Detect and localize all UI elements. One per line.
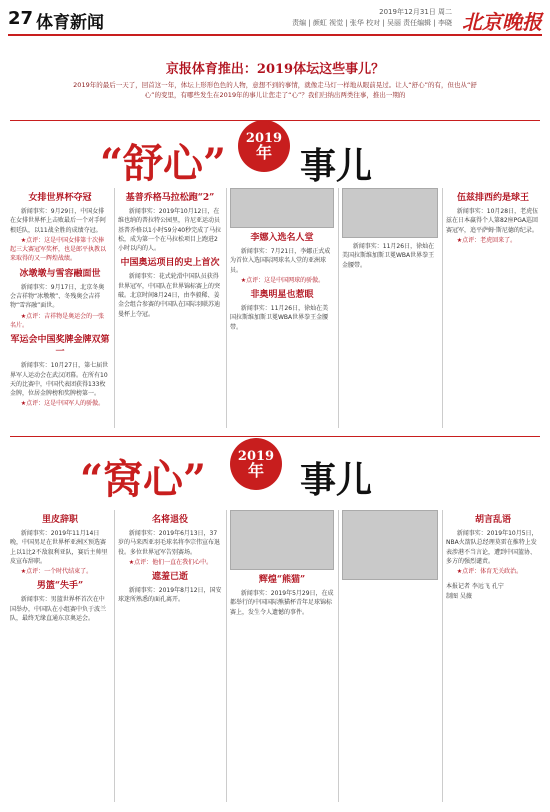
article-body: 新闻事实：2019年10月12日，在维也纳的普拉特公园里，肯尼亚运动员基普乔格以1小时59分40秒完成了马拉松，成为第一个在马拉松项目上跑进2小时以内的人。	[118, 208, 222, 253]
badge-char: 年	[255, 143, 272, 162]
section-name: 体育新闻	[36, 13, 104, 33]
article-body: 新闻事实：7月21日，李娜正式成为首位入选国际网球名人堂的亚洲球员。	[230, 248, 331, 274]
article-photo	[342, 510, 438, 580]
article-headline: 中国奥运项目的史上首次	[120, 258, 220, 269]
article-headline: 非奥明星也惹眼	[250, 290, 314, 301]
article-headline: 基普乔格马拉松跑“2”	[125, 193, 215, 203]
article-headline: 胡言乱语	[474, 515, 511, 525]
column-divider	[114, 510, 115, 802]
year-badge	[238, 120, 290, 172]
article-body: 新闻事实：2019年5月29日，在成都举行的中国国际熊猫杯青年足球锦标赛上，发生令人遗憾的事件。	[230, 590, 334, 616]
column-divider	[338, 188, 339, 428]
section-divider	[10, 120, 540, 121]
feature-title: 京报体育推出：2019体坛这些事儿？	[165, 62, 385, 77]
page-number: 27	[8, 8, 34, 29]
article-photo	[342, 188, 438, 238]
column-divider	[442, 510, 443, 802]
article-body: 新闻事实：2019年6月13日，37岁的马来西亚羽毛球名将李宗伟宣布退役。多位世界冠军告别赛场。	[118, 530, 221, 556]
article-headline: 伍兹排西约是球王	[456, 193, 529, 203]
badge-year: 2019	[245, 131, 283, 146]
article-body: 新闻事实：11月26日，徐灿在美国拉斯维加斯卫冕WBA世界拳王金腰带。	[230, 305, 329, 331]
staff-line: 责编 | 颜虹 视觉 | 张华 校对 | 吴丽 责任编辑 | 李晓	[292, 19, 452, 27]
newspaper-masthead: 北京晚报	[462, 10, 542, 34]
article-photo	[230, 510, 334, 570]
column-divider	[338, 510, 339, 802]
article-headline: 里皮辞职	[41, 515, 78, 525]
article-body: 新闻事实：9月17日，北京冬奥会吉祥物“冰墩墩”、冬残奥会吉祥物“雪容融”面世。	[10, 283, 105, 310]
article-comment: ★点评：老虎回来了。	[456, 236, 517, 244]
article-column	[446, 188, 540, 428]
article-headline: 辉煌“熊猫”	[258, 575, 306, 585]
article-headline: 名将退役	[151, 515, 188, 525]
column-divider	[442, 188, 443, 428]
article-headline: 冰墩墩与雪容融面世	[19, 268, 101, 279]
article-comment: ★点评：这是中国网球的骄傲。	[240, 276, 325, 284]
article-body: 新闻事实：10月28日，老虎伍兹在日本赢得个人第82座PGA巡回赛冠军，追平萨姆·斯尼德的纪录。	[446, 208, 539, 234]
article-body: 新闻事实：男篮世界杯首次在中国举办，中国队在小组赛中负于波兰队，最终无缘直通东京奥运会。	[10, 596, 107, 623]
badge-year: 2019	[237, 449, 275, 464]
article-column	[10, 510, 110, 802]
article-headline: 遮羞已逝	[151, 572, 188, 583]
article-column	[118, 510, 222, 802]
article-column	[230, 188, 334, 428]
article-comment: ★点评：他们一直在我们心中。	[128, 558, 213, 566]
article-body: 新闻事实：11月26日，徐灿在美国拉斯维加斯卫冕WBA世界拳王金腰带。	[342, 243, 435, 269]
article-body: 新闻事实：2019年11月14日晚，中国男足在世界杯亚洲区预选赛上以1比2不敌叙利亚队，赛后主帅里皮宣布辞职。	[10, 530, 108, 565]
shu-section-title: “舒心”	[100, 140, 227, 187]
column-divider	[226, 188, 227, 428]
article-body: 新闻事实：2019年10月5日，NBA火箭队总经理莫雷在推特上发表涉港不当言论，遭到中国篮协、多方的强烈谴责。	[446, 530, 538, 565]
page-header	[8, 6, 542, 36]
article-headline: 李娜入选名人堂	[250, 233, 314, 243]
article-photo	[230, 188, 334, 228]
footer-credit: 本报记者 李远飞 孔宁 制图 吴薇	[446, 583, 504, 600]
badge-char: 年	[247, 461, 264, 480]
article-comment: ★点评：吉祥物是奥运会的一张名片。	[10, 312, 105, 329]
section-divider	[10, 436, 540, 437]
article-headline: 女排世界杯夺冠	[28, 193, 92, 203]
wo-section-title: “窝心”	[80, 456, 207, 503]
wo-section-suffix: 事儿	[300, 459, 373, 501]
article-comment: ★点评：一个时代结束了。	[20, 568, 93, 576]
article-column	[446, 510, 540, 802]
feature-banner	[10, 58, 540, 77]
article-column	[10, 188, 110, 428]
date-line: 2019年12月31日 周二	[379, 8, 452, 16]
article-comment: ★点评：体育无关政治。	[456, 568, 523, 576]
article-column	[230, 510, 334, 802]
article-headline: 男篮“失手”	[36, 581, 84, 592]
column-divider	[114, 188, 115, 428]
article-headline: 军运会中国奖牌金牌双第一	[10, 335, 110, 358]
article-column	[342, 188, 438, 428]
article-column	[118, 188, 222, 428]
article-comment: ★点评：这是中国女排第十次捧起三大赛冠军奖杯，也是郎平执教以来取得的又一辉煌战绩。	[10, 236, 107, 263]
article-body: 新闻事实：10月27日，第七届世界军人运动会在武汉闭幕。在所有10天的比赛中，中国代表团获得133枚金牌，位居金牌榜和奖牌榜第一。	[10, 362, 109, 398]
shu-section-suffix: 事儿	[300, 145, 373, 187]
article-comment: ★点评：这是中国军人的骄傲。	[20, 400, 105, 408]
year-badge	[230, 438, 282, 490]
article-body: 新闻事实：9月29日，中国女排在女排世界杯上击败最后一个对手阿根廷队，以11战全胜的成绩夺冠。	[10, 208, 107, 234]
article-body: 新闻事实：花式轮滑中国队员获得世界冠军，中国队在世界锦标赛上的突破。北京时间8月24日，由李毅稀、姜金会组合参赛的中国队在国际羽联苏迪曼杯上夺冠。	[118, 273, 221, 318]
article-body: 新闻事实：2019年8月12日，国安球迷所熟悉的面孔离开。	[118, 587, 222, 604]
article-column	[342, 510, 438, 802]
column-divider	[226, 510, 227, 802]
feature-intro: 2019年的最后一天了，回首这一年，体坛上形形色色的人物，意想不到的事情，就像走马灯一样地从眼前晃过。让人“舒心”的有，但也从“舒心”的变里，有哪些发生在2019年的事儿让您走了“心”？我们归纳出两类往事，推出一期的	[73, 81, 477, 99]
